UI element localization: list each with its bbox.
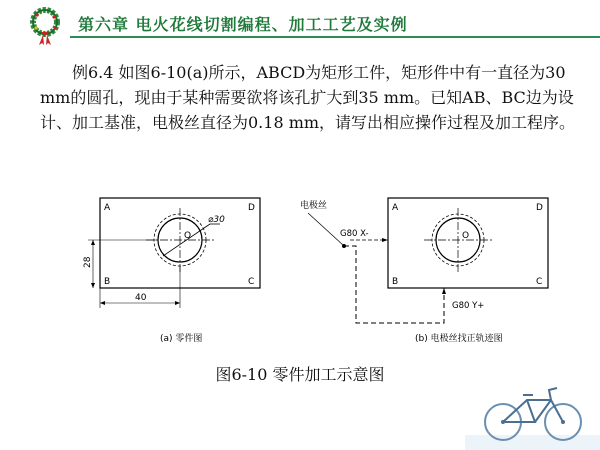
dim-horizontal-label: 40: [135, 293, 147, 303]
problem-paragraph: 例6.4 如图6-10(a)所示，ABCD为矩形工件，矩形件中有一直径为30 mm的圆孔，现由于某种需要欲将该孔扩大到35 mm。已知AB、BC边为设计、加工基准，电极丝直径为0.18 mm，请写出相应操作过程及加工程序。: [40, 63, 576, 132]
corner-a-label-b: A: [392, 203, 399, 213]
header-divider: [70, 36, 600, 38]
wire-label: 电极丝: [300, 201, 328, 211]
corner-d-label-b: D: [536, 203, 543, 213]
corner-b-label: B: [104, 277, 111, 287]
dim-vertical-arrow-top: [91, 240, 95, 245]
bicycle-icon: [465, 380, 600, 450]
chapter-title: 第六章 电火花线切割编程、加工工艺及实例: [78, 15, 408, 34]
part-figure: [60, 188, 580, 348]
figure-b-caption: (b) 电极丝找正轨迹图: [415, 334, 503, 344]
dim-vertical-arrow-bottom: [91, 283, 95, 288]
slide-header: [0, 0, 600, 46]
figure-b-alignment-drawing: [300, 198, 548, 344]
trajectory-y-arrowhead: [442, 288, 446, 294]
figure-a-caption: (a) 零件图: [160, 334, 203, 344]
corner-a-label: A: [104, 203, 111, 213]
cmd-x-label: G80 X-: [340, 229, 369, 239]
corner-c-label: C: [248, 277, 255, 287]
wire-leader: [308, 213, 343, 245]
center-o-label: O: [184, 231, 192, 241]
figure-caption: 图6-10 零件加工示意图: [215, 365, 385, 384]
dim-vertical-label: 28: [83, 256, 93, 268]
corner-c-label-b: C: [536, 277, 543, 287]
dim-horizontal-arrow-right: [175, 301, 180, 305]
diameter-label: ⌀30: [208, 215, 225, 225]
figure-a-part-drawing: [83, 198, 260, 344]
part-rectangle-b: [388, 198, 548, 288]
corner-d-label: D: [248, 203, 255, 213]
christmas-wreath-icon: [28, 6, 62, 46]
problem-statement: [40, 60, 585, 135]
center-o-label-b: O: [462, 231, 470, 241]
dim-horizontal-arrow-left: [100, 301, 105, 305]
cmd-y-label: G80 Y+: [452, 301, 485, 311]
trajectory-x-arrowhead: [382, 238, 388, 242]
corner-b-label-b: B: [392, 277, 399, 287]
